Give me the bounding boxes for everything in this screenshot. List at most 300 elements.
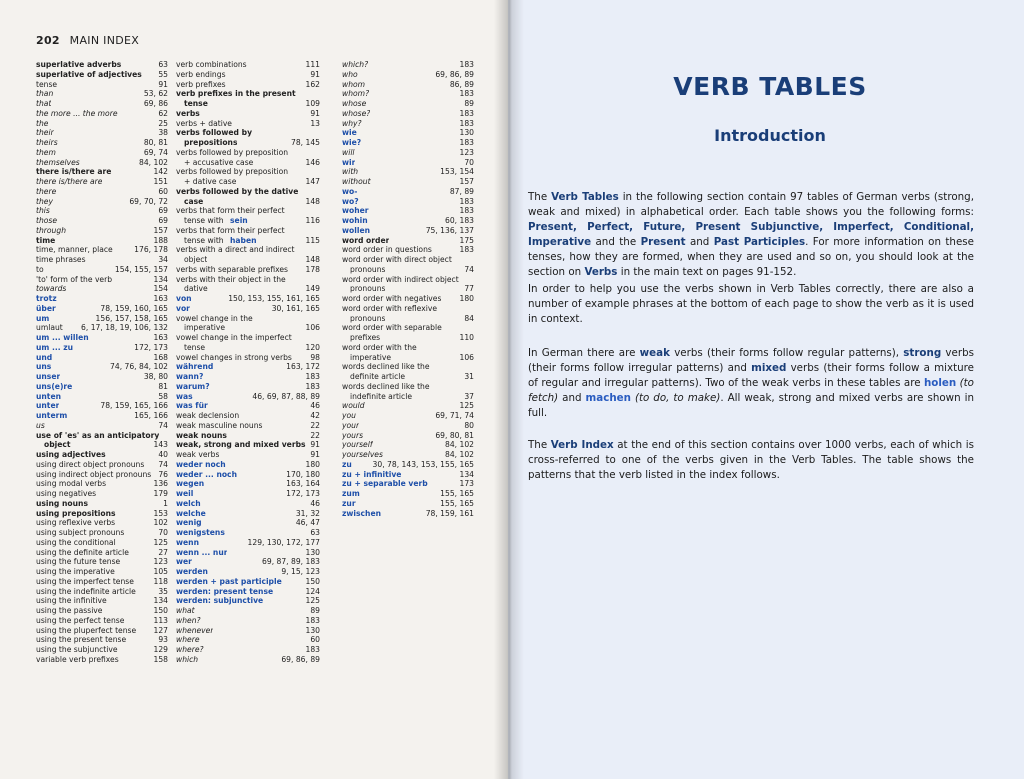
index-entry — [342, 382, 474, 392]
index-term: using indirect object pronouns — [36, 469, 152, 479]
index-entry — [342, 470, 474, 480]
index-term: whom? — [342, 89, 370, 99]
index-term: using the passive — [36, 606, 103, 615]
index-entry — [342, 489, 474, 499]
index-page-ref: 154 — [153, 284, 168, 294]
index-term: werden — [176, 567, 208, 576]
index-term: zwischen — [342, 508, 382, 518]
page-number: 202 — [36, 34, 60, 47]
index-entry — [36, 392, 168, 402]
index-page-ref: 37 — [464, 391, 474, 401]
index-entry — [342, 401, 474, 411]
index-page-ref: 69, 80, 81 — [435, 430, 474, 440]
index-page-ref: 75, 136, 137 — [425, 225, 474, 235]
page-title: VERB TABLES — [673, 72, 867, 101]
index-page-ref: 130 — [305, 547, 320, 557]
index-entry — [176, 606, 320, 616]
index-term: verb prefixes in the present — [176, 89, 296, 99]
index-entry — [176, 197, 320, 207]
index-page-ref: 163, 164 — [286, 479, 320, 489]
index-term: their — [36, 128, 54, 138]
bold-term: Verb Index — [550, 439, 614, 451]
index-page-ref: 163 — [153, 333, 168, 342]
index-term: yourselves — [342, 450, 383, 459]
index-entry — [176, 411, 320, 421]
index-entry — [342, 411, 474, 421]
index-page-ref: 183 — [305, 645, 320, 654]
index-page-ref: 38 — [158, 128, 168, 138]
index-entry — [176, 392, 320, 402]
index-term: welche — [176, 508, 206, 518]
index-page-ref: 157 — [459, 177, 474, 186]
index-term: unter — [36, 401, 60, 411]
index-page-ref: 115 — [305, 235, 320, 245]
index-entry — [176, 557, 320, 567]
bold-term: Present — [640, 236, 686, 248]
index-entry — [176, 109, 320, 119]
index-entry — [176, 626, 320, 636]
index-term: unser — [36, 372, 61, 381]
index-page-ref: 162 — [305, 79, 320, 89]
bold-term: mixed — [751, 362, 787, 374]
index-page-ref: 70 — [158, 528, 168, 537]
index-page-ref: 87, 89 — [449, 186, 474, 196]
index-page-ref: 168 — [153, 352, 168, 362]
index-term: word order — [342, 235, 390, 245]
index-page-ref: 165, 166 — [134, 411, 168, 420]
bold-term: weak — [639, 347, 670, 359]
index-term: wie — [342, 128, 357, 138]
index-term: woher — [342, 206, 369, 216]
index-page-ref: 183 — [459, 108, 474, 118]
index-term: yourself — [342, 440, 373, 450]
index-page-ref: 113 — [153, 615, 168, 625]
index-page-ref: 13 — [310, 118, 320, 128]
index-term: using the infinitive — [36, 596, 107, 606]
index-term: superlative adverbs — [36, 60, 122, 69]
index-page-ref: 183 — [459, 245, 474, 255]
index-term: words declined like the — [342, 362, 430, 372]
index-entry — [36, 284, 168, 294]
index-term: pronouns — [350, 284, 386, 294]
index-entry — [36, 70, 168, 80]
index-entry — [342, 187, 474, 197]
index-page-ref: 78, 159, 160, 165 — [100, 303, 168, 313]
index-term: verbs that form their perfect — [176, 225, 285, 235]
index-page-ref: 9, 15, 123 — [281, 567, 320, 576]
index-page-ref: 146 — [305, 157, 320, 167]
index-term: wenig — [176, 518, 202, 528]
index-page-ref: 69, 70, 72 — [129, 196, 168, 206]
index-entry — [176, 158, 320, 168]
index-page-ref: 31, 32 — [295, 508, 320, 518]
index-entry — [342, 265, 474, 275]
index-entry — [176, 89, 320, 99]
index-term: zu + separable verb — [342, 479, 428, 489]
index-entry — [176, 236, 320, 246]
index-page-ref: 46, 69, 87, 88, 89 — [252, 391, 320, 401]
index-entry — [36, 587, 168, 597]
index-page-ref: 163 — [153, 294, 168, 303]
index-term: using nouns — [36, 498, 88, 508]
index-entry — [36, 187, 168, 197]
index-entry — [36, 197, 168, 207]
index-page-ref: 150, 153, 155, 161, 165 — [228, 294, 320, 303]
index-page-ref: 158 — [153, 654, 168, 664]
index-page-ref: 173 — [459, 479, 474, 489]
index-term: whose? — [342, 108, 371, 118]
index-term: wir — [342, 157, 356, 167]
index-term: word order with reflexive — [342, 303, 437, 313]
index-entry — [176, 431, 320, 441]
index-page-ref: 148 — [305, 255, 320, 264]
index-entry — [176, 187, 320, 197]
index-term: than — [36, 89, 54, 99]
index-entry — [176, 226, 320, 236]
index-page-ref: 176, 178 — [134, 245, 168, 255]
index-entry — [176, 343, 320, 353]
index-page-ref: 155, 165 — [440, 498, 474, 508]
index-page-ref: 106 — [305, 323, 320, 333]
index-term: time — [36, 235, 56, 245]
index-page-ref: 69, 86, 89 — [281, 654, 320, 664]
index-page-ref: 22 — [310, 420, 320, 430]
index-entry — [342, 128, 474, 138]
index-entry — [176, 518, 320, 528]
index-term: verb endings — [176, 69, 226, 79]
index-term: using the definite article — [36, 547, 129, 557]
index-term: using reflexive verbs — [36, 518, 116, 528]
index-term: wollen — [342, 225, 370, 235]
index-page-ref: 98 — [310, 352, 320, 362]
index-entry — [342, 314, 474, 324]
index-page-ref: 180 — [305, 459, 320, 469]
index-term: wenn ... nur — [176, 547, 228, 557]
index-term: prepositions — [184, 138, 238, 147]
index-term: where — [176, 635, 200, 645]
index-entry — [342, 138, 474, 148]
index-entry — [176, 528, 320, 538]
index-term: tense — [184, 99, 208, 108]
index-term: wenigstens — [176, 528, 225, 537]
index-page-ref: 91 — [310, 69, 320, 79]
index-term: word order in questions — [342, 245, 432, 255]
index-entry — [342, 499, 474, 509]
index-term: there is/there are — [36, 177, 103, 186]
index-entry — [176, 382, 320, 392]
index-page-ref: 76 — [158, 469, 168, 479]
index-term: using the perfect tense — [36, 615, 125, 625]
index-term: verbs + dative — [176, 118, 232, 128]
index-term: verbs followed by preposition — [176, 147, 289, 157]
index-page-ref: 102 — [153, 518, 168, 528]
index-term: warum? — [176, 381, 210, 391]
index-term: zu + infinitive — [342, 469, 402, 479]
index-page-ref: 80 — [464, 420, 474, 430]
index-term: using subject pronouns — [36, 528, 125, 537]
index-term: using the future tense — [36, 557, 121, 567]
index-entry — [36, 499, 168, 509]
index-page-ref: 1 — [163, 498, 168, 508]
index-entry — [36, 304, 168, 314]
index-term: through — [36, 225, 67, 235]
index-page-ref: 40 — [158, 450, 168, 459]
index-page-ref: 6, 17, 18, 19, 106, 132 — [81, 323, 168, 333]
index-page-ref: 74, 76, 84, 102 — [110, 362, 168, 372]
index-entry — [36, 635, 168, 645]
index-term: vowel change in the imperfect — [176, 333, 292, 342]
index-entry — [36, 460, 168, 470]
bold-term: Present, Perfect, Future, Present Subjunctive, Imperfect, Conditional, Imperative — [528, 221, 974, 248]
index-entry — [342, 167, 474, 177]
index-entry — [36, 411, 168, 421]
index-page-ref: 69, 87, 89, 183 — [262, 557, 320, 567]
index-entry — [342, 509, 474, 519]
index-page-ref: 136 — [153, 479, 168, 489]
index-term: zum — [342, 489, 360, 498]
index-term: whom — [342, 79, 366, 89]
index-entry — [36, 245, 168, 255]
index-term: using the conditional — [36, 537, 116, 547]
index-term: was für — [176, 401, 208, 411]
index-page-ref: 69 — [158, 216, 168, 225]
index-entry — [342, 323, 474, 333]
index-entry — [342, 284, 474, 294]
bold-term: Verbs — [584, 266, 618, 278]
index-page-ref: 81 — [158, 381, 168, 391]
index-page-ref: 105 — [153, 567, 168, 576]
index-term: wenn — [176, 537, 199, 547]
index-term: wer — [176, 557, 192, 567]
index-page-ref: 74 — [158, 420, 168, 430]
index-term: wo? — [342, 196, 359, 206]
index-entry — [176, 323, 320, 333]
index-term: verbs with a direct and indirect — [176, 245, 295, 255]
index-entry — [176, 450, 320, 460]
index-entry — [176, 655, 320, 665]
index-page-ref: 147 — [305, 177, 320, 186]
index-term: variable verb prefixes — [36, 654, 119, 664]
index-term: um ... willen — [36, 333, 89, 342]
page-subtitle: Introduction — [714, 126, 826, 145]
index-term: without — [342, 177, 371, 186]
index-entry — [342, 372, 474, 382]
index-page-ref: 153, 154 — [440, 167, 474, 177]
index-page-ref: 127 — [153, 625, 168, 635]
index-page-ref: 46 — [310, 401, 320, 411]
index-term: verb combinations — [176, 60, 247, 69]
index-page-ref: 34 — [158, 255, 168, 264]
index-entry — [36, 626, 168, 636]
index-page-ref: 74 — [464, 264, 474, 274]
index-entry — [176, 353, 320, 363]
index-page-ref: 60, 183 — [445, 216, 474, 225]
index-term: imperative — [184, 323, 226, 333]
index-page-ref: 69, 71, 74 — [435, 411, 474, 420]
index-entry — [176, 479, 320, 489]
index-page-ref: 129 — [153, 645, 168, 654]
index-term: wohin — [342, 216, 368, 225]
index-entry — [36, 99, 168, 109]
index-term: word order with the — [342, 342, 417, 352]
index-entry — [176, 138, 320, 148]
index-term: using adjectives — [36, 450, 106, 459]
index-term: them — [36, 147, 56, 157]
index-entry — [176, 255, 320, 265]
index-entry — [176, 401, 320, 411]
index-page-ref: 134 — [153, 274, 168, 284]
index-term: that — [36, 99, 52, 108]
index-term: word order with negatives — [342, 294, 442, 303]
index-entry — [36, 314, 168, 324]
index-entry — [342, 245, 474, 255]
index-term: welch — [176, 498, 201, 508]
index-page-ref: 22 — [310, 430, 320, 440]
index-term: there — [36, 186, 57, 196]
index-term: word order with direct object — [342, 255, 452, 264]
index-entry — [342, 255, 474, 265]
index-entry — [176, 128, 320, 138]
index-page-ref: 172, 173 — [134, 342, 168, 352]
index-entry — [342, 226, 474, 236]
index-page-ref: 60 — [158, 186, 168, 196]
index-term: + dative case — [184, 177, 237, 186]
index-entry — [176, 119, 320, 129]
index-term: superlative of adjectives — [36, 69, 142, 79]
index-term: umlaut — [36, 323, 63, 333]
index-entry — [36, 158, 168, 168]
index-entry — [176, 206, 320, 216]
index-term: object — [44, 440, 71, 450]
index-page-ref: 84 — [464, 313, 474, 323]
index-entry — [176, 460, 320, 470]
index-entry — [36, 489, 168, 499]
index-column-1 — [36, 60, 168, 665]
index-entry — [342, 148, 474, 158]
index-entry — [36, 440, 168, 450]
index-term: was — [176, 391, 193, 401]
index-column-2 — [176, 60, 320, 665]
index-entry — [176, 489, 320, 499]
index-entry — [36, 148, 168, 158]
index-term: using the indefinite article — [36, 586, 136, 596]
italic-gloss: (to fetch) — [528, 377, 974, 404]
index-term: tense — [184, 342, 206, 352]
index-page-ref: 183 — [459, 60, 474, 69]
index-page-ref: 154, 155, 157 — [114, 264, 168, 274]
index-page-ref: 183 — [305, 615, 320, 625]
index-page-ref: 74 — [158, 459, 168, 469]
index-entry — [342, 333, 474, 343]
index-term: would — [342, 401, 365, 411]
index-page-ref: 91 — [158, 79, 168, 89]
index-entry — [36, 89, 168, 99]
index-term: weder ... noch — [176, 469, 237, 479]
italic-gloss: (to do, to make) — [634, 392, 721, 404]
index-term: which? — [342, 60, 369, 69]
index-page-ref: 170, 180 — [286, 469, 320, 479]
index-term: indefinite article — [350, 391, 413, 401]
index-entry — [176, 499, 320, 509]
index-entry — [176, 275, 320, 285]
index-term: über — [36, 303, 56, 313]
index-entry — [36, 294, 168, 304]
index-page-ref: 118 — [153, 576, 168, 586]
index-entry — [342, 431, 474, 441]
index-page-ref: 183 — [305, 372, 320, 381]
verb-highlight: holen — [923, 377, 957, 389]
index-page-ref: 63 — [158, 60, 168, 69]
index-page-ref: 130 — [459, 128, 474, 138]
index-page-ref: 69, 86 — [143, 99, 168, 108]
index-term: weil — [176, 489, 194, 498]
index-term: trotz — [36, 294, 57, 303]
index-page-ref: 125 — [459, 401, 474, 411]
bold-term: Verb Tables — [551, 191, 619, 203]
index-entry — [36, 119, 168, 129]
index-page-ref: 86, 89 — [449, 79, 474, 89]
index-page-ref: 129, 130, 172, 177 — [247, 537, 320, 547]
index-page-ref: 60 — [310, 635, 320, 645]
index-page-ref: 183 — [459, 118, 474, 128]
index-entry — [176, 304, 320, 314]
intro-paragraph-2: In order to help you use the verbs shown in Verb Tables correctly, there are also a number of example phrases at the bottom of each page to show the verb as it is used in context. — [528, 283, 974, 325]
index-term: using direct object pronouns — [36, 459, 145, 469]
index-page-ref: 188 — [153, 235, 168, 245]
index-term: weak masculine nouns — [176, 420, 263, 430]
index-entry — [176, 440, 320, 450]
index-page-ref: 53, 62 — [143, 89, 168, 99]
index-entry — [176, 635, 320, 645]
index-page-ref: 70 — [464, 157, 474, 167]
index-entry — [176, 509, 320, 519]
index-entry — [342, 275, 474, 285]
index-term: tense with haben — [184, 235, 257, 245]
index-page-ref: 69, 86, 89 — [435, 69, 474, 79]
index-entry — [36, 557, 168, 567]
index-page-ref: 150 — [153, 606, 168, 615]
index-entry — [36, 528, 168, 538]
intro-paragraph-1: The Verb Tables in the following section contain 97 tables of German verbs (strong, weak and mixed) in alphabetical order. Each table shows you the following forms: Present, Perfect, Future, Present Subjunctive, Imperfect, Conditional, Imperative and the Present and Past Participles. For more information on these tenses, how they are formed, when they are used and so on, you should look at the section on Verbs in the main text on pages 91-152. — [528, 191, 974, 278]
index-page-ref: 163, 172 — [286, 362, 320, 372]
index-entry — [36, 470, 168, 480]
index-entry — [342, 450, 474, 460]
index-entry — [36, 167, 168, 177]
index-entry — [36, 518, 168, 528]
index-term: to — [36, 264, 44, 274]
index-page-ref: 91 — [310, 108, 320, 118]
index-term: weak nouns — [176, 430, 227, 440]
index-page-ref: 35 — [158, 586, 168, 596]
index-term: yours — [342, 430, 364, 440]
index-entry — [342, 109, 474, 119]
index-term: um ... zu — [36, 342, 74, 352]
index-term: uns — [36, 362, 52, 372]
index-term: dative — [184, 284, 208, 294]
index-term: they — [36, 196, 53, 206]
index-page-ref: 89 — [464, 99, 474, 108]
index-page-ref: 93 — [158, 635, 168, 645]
index-entry — [36, 538, 168, 548]
index-page-ref: 91 — [310, 450, 320, 459]
index-entry — [36, 138, 168, 148]
index-page-ref: 148 — [305, 196, 320, 206]
index-entry — [342, 60, 474, 70]
index-page-ref: 149 — [305, 284, 320, 294]
index-page-ref: 143 — [153, 440, 168, 450]
index-term: vor — [176, 303, 190, 313]
index-term: vowel changes in strong verbs — [176, 352, 292, 362]
